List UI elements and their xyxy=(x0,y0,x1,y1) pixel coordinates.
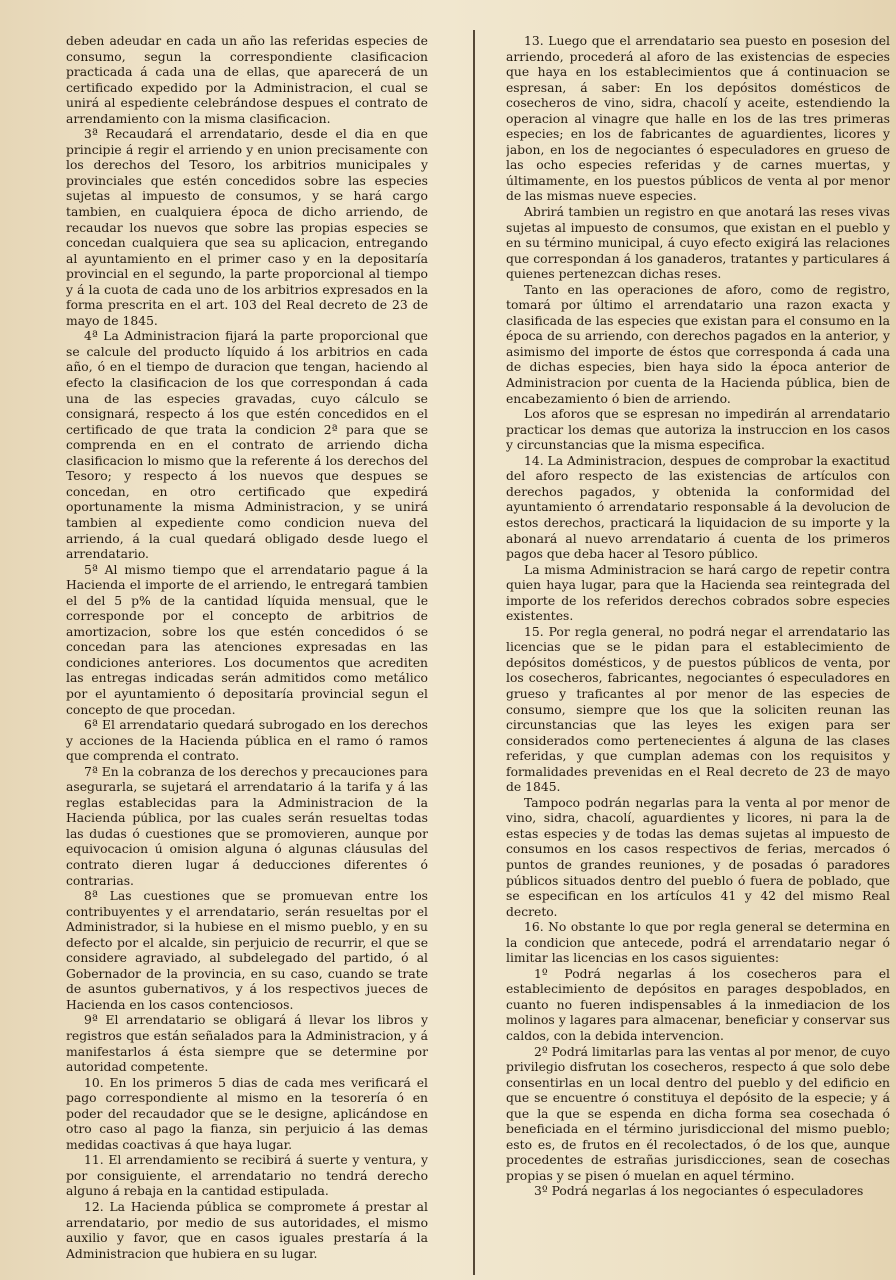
right-column-paragraph: 3º Podrá negarlas á los negociantes ó especuladores xyxy=(534,1184,864,1199)
left-column-paragraph: deben adeudar en cada un año las referidas especies de consumo, segun la correspondiente clasificacion practicada á cada una de ellas, que aparecerá de un certificado expedido por la Administracion, el cual se unirá al espediente celebrándose despues el contrato de arrendamiento con la misma clasificacion. xyxy=(66,34,428,126)
right-column-paragraph: Tampoco podrán negarlas para la venta al por menor de vino, sidra, chacolí, aguardientes y licores, ni para la de estas especies y de todas las demas sujetas al impuesto de consumos en los casos respectivos de ferias, mercados ó puntos de grandes reuniones, y de posadas ó paradores públicos situados dentro del pueblo ó fuera de poblado, que se especifican en los artículos 41 y 42 del mismo Real decreto. xyxy=(506,795,890,919)
right-column-paragraph: Abrirá tambien un registro en que anotará las reses vivas sujetas al impuesto de consumos, que existan en el pueblo y en su término municipal, á cuyo efecto exigirá las relaciones que correspondan á los ganaderos, tratantes y particulares á quienes pertenezcan dichas reses. xyxy=(506,205,890,282)
left-column-paragraph: 6ª El arrendatario quedará subrogado en los derechos y acciones de la Hacienda pública en el ramo ó ramos que comprenda el contrato. xyxy=(66,718,428,764)
left-column-paragraph: 11. El arrendamiento se recibirá á suerte y ventura, y por consiguiente, el arrendatario no tendrá derecho alguno á rebaja en la cantidad estipulada. xyxy=(66,1153,428,1199)
left-column-paragraph: 4ª La Administracion fijará la parte proporcional que se calcule del producto líquido á los arbitrios en cada año, ó en el tiempo de duracion que tengan, haciendo al efecto la clasificacion de los que correspondan á cada una de las especies gravadas, cuyo cálculo se consignará, respecto á los que estén concedidos en el certificado de que trata la condicion 2ª para que se comprenda en en el contrato de arriendo dicha clasificacion lo mismo que la referente á los derechos del Tesoro; y respecto á los nuevos que despues se concedan, en otro certificado que expedirá oportunamente la misma Administracion, y se unirá tambien al expediente como condicion nueva del arriendo, á la cual quedará obligado desde luego el arrendatario. xyxy=(66,329,428,562)
left-column xyxy=(66,34,428,1274)
right-column xyxy=(506,34,890,1274)
left-column-paragraph: 8ª Las cuestiones que se promuevan entre los contribuyentes y el arrendatario, serán resueltas por el Administrador, si la hubiese en el mismo pueblo, y en su defecto por el alcalde, sin perjuicio de recurrir, el que se considere agraviado, al subdelegado del partido, ó al Gobernador de la provincia, en su caso, cuando se trate de asuntos gubernativos, y á los respectivos jueces de Hacienda en los casos contenciosos. xyxy=(66,889,428,1012)
left-column-paragraph: 12. La Hacienda pública se compromete á prestar al arrendatario, por medio de sus autoridades, el mismo auxilio y favor, que en casos iguales prestaría á la Administracion que hubiera en su lugar. xyxy=(66,1200,428,1261)
right-column-paragraph: 13. Luego que el arrendatario sea puesto en posesion del arriendo, procederá al aforo de las existencias de especies que haya en los establecimientos que á continuacion se espresan, á saber: En los depósitos domésticos de cosecheros de vino, sidra, chacolí y aceite, estendiendo la operacion al vinagre que halle en los de las tres primeras especies; en los de fabricantes de aguardientes, licores y jabon, en los de negociantes ó especuladores en grueso de las ocho especies referidas y de carnes muertas, y últimamente, en los puestos públicos de venta al por menor de las mismas nueve especies. xyxy=(506,34,890,204)
right-column-paragraph: Los aforos que se espresan no impedirán al arrendatario practicar los demas que autoriza la instruccion en los casos y circunstancias que la misma especifica. xyxy=(506,407,890,453)
left-column-paragraph: 9ª El arrendatario se obligará á llevar los libros y registros que están señalados para la Administracion, y á manifestarlos á ésta siempre que se determine por autoridad competente. xyxy=(66,1013,428,1075)
left-column-paragraph: 5ª Al mismo tiempo que el arrendatario pague á la Hacienda el importe de el arriendo, le entregará tambien el del 5 p% de la cantidad líquida mensual, que le corresponde por el concepto de arbitrios de amortizacion, sobre los que estén concedidos ó se concedan para las atenciones expresadas en las condiciones anteriores. Los documentos que acrediten las entregas indicadas serán admitidos como metálico por el ayuntamiento ó depositaría provincial segun el concepto de que procedan. xyxy=(66,562,428,717)
right-column-paragraph: 16. No obstante lo que por regla general se determina en la condicion que antecede, podrá el arrendatario negar ó limitar las licencias en los casos siguientes: xyxy=(506,920,890,966)
right-column-paragraph: 14. La Administracion, despues de comprobar la exactitud del aforo respecto de las existencias de artículos con derechos pagados, y obtenida la conformidad del ayuntamiento ó arrendatario responsable á la devolucion de estos derechos, practicará la liquidacion de su importe y la abonará al nuevo arrendatario á cuenta de los primeros pagos que deba hacer al Tesoro público. xyxy=(506,453,890,562)
column-divider xyxy=(473,30,475,1275)
right-column-paragraph: 1º Podrá negarlas á los cosecheros para el establecimiento de depósitos en parages despoblados, en cuanto no fueren indispensables á la inmediacion de los molinos y lagares para almacenar, beneficiar y conservar sus caldos, con la debida intervencion. xyxy=(506,966,890,1043)
right-column-paragraph: La misma Administracion se hará cargo de repetir contra quien haya lugar, para que la Hacienda sea reintegrada del importe de los referidos derechos cobrados sobre especies existentes. xyxy=(506,562,890,624)
right-column-paragraph: Tanto en las operaciones de aforo, como de registro, tomará por último el arrendatario una razon exacta y clasificada de las especies que existan para el consumo en la época de su arriendo, con derechos pagados en la anterior, y asimismo del importe de éstos que corresponda á cada una de dichas especies, bien haya sido la época anterior de Administracion por cuenta de la Hacienda pública, bien de encabezamiento ó bien de arriendo. xyxy=(506,282,890,406)
left-column-paragraph: 3ª Recaudará el arrendatario, desde el dia en que principie á regir el arriendo y en union precisamente con los derechos del Tesoro, los arbitrios municipales y provinciales que estén concedidos sobre las especies sujetas al impuesto de consumos, y se hará cargo tambien, en cualquiera época de dicho arriendo, de recaudar los nuevos que sobre las propias especies se concedan cualquiera que sea su aplicacion, entregando al ayuntamiento en el primer caso y en la depositaría provincial en el segundo, la parte proporcional al tiempo y á la cuota de cada uno de los arbitrios expresados en la forma prescrita en el art. 103 del Real decreto de 23 de mayo de 1845. xyxy=(66,127,428,328)
right-column-paragraph: 2º Podrá limitarlas para las ventas al por menor, de cuyo privilegio disfrutan los cosecheros, respecto á que solo debe consentirlas en un local dentro del pueblo y del edificio en que se encuentre ó constituya el depósito de la especie; y á que la que se espenda en dicha forma sea cosechada ó beneficiada en el término jurisdiccional del mismo pueblo; esto es, de frutos en él recolectados, ó de los que, aunque procedentes de estrañas jurisdicciones, sean de cosechas propias y se pisen ó muelan en aquel término. xyxy=(506,1044,890,1183)
left-column-paragraph: 10. En los primeros 5 dias de cada mes verificará el pago correspondiente al mismo en la tesorería ó en poder del recaudador que se le designe, aplicándose en otro caso al pago la fianza, sin perjuicio á las demas medidas coactivas á que haya lugar. xyxy=(66,1075,428,1152)
left-column-paragraph: 7ª En la cobranza de los derechos y precauciones para asegurarla, se sujetará el arrendatario á la tarifa y á las reglas establecidas para la Administracion de la Hacienda pública, por las cuales serán resueltas todas las dudas ó cuestiones que se promovieren, aunque por equivocacion ú omision alguna ó algunas cláusulas del contrato dieren lugar á deducciones diferentes ó contrarias. xyxy=(66,764,428,888)
right-column-paragraph: 15. Por regla general, no podrá negar el arrendatario las licencias que se le pidan para el establecimiento de depósitos domésticos, y de puestos públicos de venta, por los cosecheros, fabricantes, negociantes ó especuladores en grueso y traficantes al por menor de las especies de consumo, siempre que los que la soliciten reunan las circunstancias que las leyes les exigen para ser considerados como pertenecientes á alguna de las clases referidas, y que cumplan ademas con los requisitos y formalidades prevenidas en el Real decreto de 23 de mayo de 1845. xyxy=(506,624,890,795)
